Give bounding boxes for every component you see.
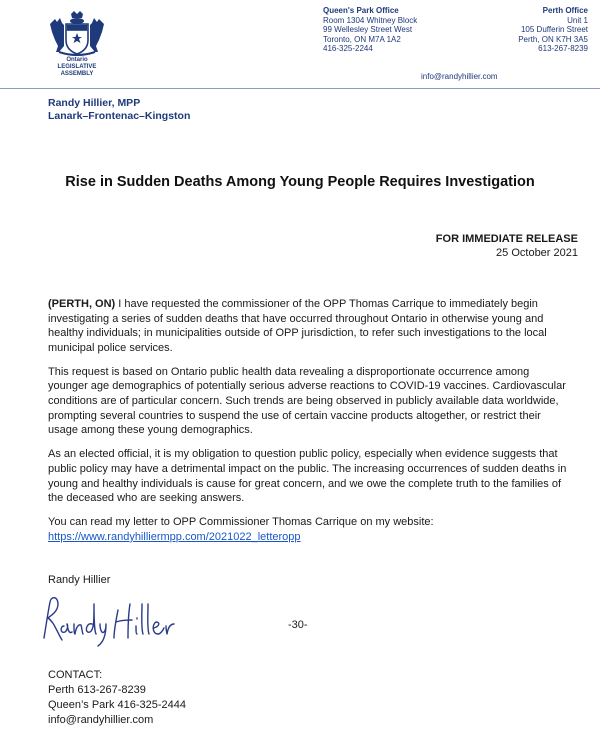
mpp-block: [48, 97, 190, 123]
release-label: FOR IMMEDIATE RELEASE: [435, 233, 578, 245]
crest-caption: Ontario LEGISLATIVE ASSEMBLY: [57, 57, 97, 77]
mpp-name: Randy Hillier, MPP: [48, 97, 141, 109]
letterhead: [0, 0, 600, 95]
mpp-riding: Lanark–Frontenac–Kingston: [48, 110, 191, 122]
ontario-crest-logo: [44, 10, 110, 82]
contact-perth: Perth 613-267-8239: [48, 684, 146, 696]
paragraph-2: This request is based on Ontario public health data revealing a disproportionate occurrence among younger age demographics of potentially serious adverse reactions to COVID-19 vaccines. Cardiovascular conditions are of particular concern. Such trends are being observed in publicly available data worldwide, prompting several countries to suspend the use of certain vaccine products altogether, or restrict their usage among these young demographics.: [48, 365, 566, 437]
paragraph-3: As an elected official, it is my obligation to question public policy, especially when evidence suggests that public policy may have a detrimental impact on the public. The increasing occurrences of sudden deaths in young and healthy individuals is cause for great concern, and we owe the complete truth to the families of the deceased who are seeking answers.: [48, 448, 567, 505]
letterhead-divider: [0, 88, 600, 89]
release-date: 25 October 2021: [496, 247, 578, 259]
contact-queens-park: Queen’s Park 416-325-2444: [48, 699, 187, 711]
crest-icon: [47, 10, 107, 56]
contact-email: info@randyhillier.com: [48, 714, 154, 726]
contact-label: CONTACT:: [48, 669, 103, 681]
end-mark: -30-: [288, 619, 308, 631]
perth-office-address: Perth Office Unit 1 105 Dufferin Street Perth, ON K7H 3A5 613-267-8239: [518, 6, 588, 53]
closing-name: Randy Hillier: [48, 574, 111, 586]
press-release-headline: Rise in Sudden Deaths Among Young People Requires Investigation: [65, 174, 535, 190]
paragraph-1: (PERTH, ON) I have requested the commissioner of the OPP Thomas Carrique to immediately begin investigating a series of sudden deaths that have occurred throughout Ontario in otherwise young and healthy individuals; in municipalities outside of OPP jurisdiction, to refer such investigations to the local municipal police services.: [48, 298, 547, 354]
queens-park-office-address: Queen's Park Office Room 1304 Whitney Block 99 Wellesley Street West Toronto, ON M7A 1A2 416-325-2244: [323, 6, 418, 53]
paragraph-4: You can read my letter to OPP Commissioner Thomas Carrique on my website: https://www.randyhilliermpp.com/2021022_letteropp: [48, 516, 434, 543]
letter-link[interactable]: https://www.randyhilliermpp.com/2021022_letteropp: [48, 530, 301, 543]
release-block: [436, 232, 578, 260]
handwritten-signature: [36, 590, 176, 650]
contact-block: [48, 668, 186, 728]
release-body: [48, 297, 572, 554]
dateline: (PERTH, ON): [48, 298, 116, 310]
letterhead-email: info@randyhillier.com: [421, 72, 498, 81]
